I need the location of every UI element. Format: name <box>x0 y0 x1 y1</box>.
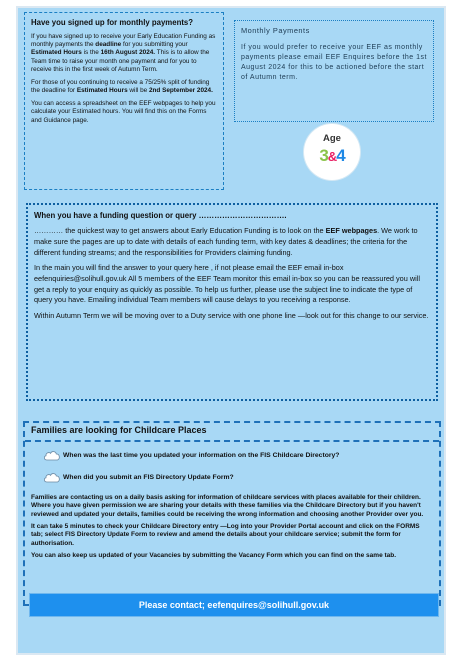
question-2-text: When did you submit an FIS Directory Update Form? <box>63 473 234 481</box>
childcare-places-box <box>23 421 441 606</box>
logo-numbers: 3&4 <box>319 146 345 165</box>
funding-question-paragraph-2: In the main you will find the answer to your query here , if not please email the EEF email in-box eefenquiries@solihull.gov.uk All 5 members of the EEF Team monitor this email in-box so you can be reassured you will get a reply to your enquiry as quickly as possible. To help us further, please use the subject line to indicate the type of query you have. Emailing individual Team members will cause delays to you receiving a response. <box>34 263 420 305</box>
question-2 <box>31 472 433 484</box>
question-1-text: When was the last time you updated your information on the FIS Childcare Directory? <box>63 451 340 459</box>
monthly-signup-heading: Have you signed up for monthly payments? <box>31 18 194 27</box>
cloud-icon <box>43 450 61 461</box>
monthly-payments-title: Monthly Payments <box>241 26 310 35</box>
monthly-signup-paragraph-2: For those of you continuing to receive a 75/25% split of funding the deadline for Estimated Hours will be 2nd September 2024. <box>31 78 213 95</box>
childcare-heading: Families are looking for Childcare Places <box>31 425 207 435</box>
cloud-icon <box>43 472 61 483</box>
childcare-paragraph-2: It can take 5 minutes to check your Childcare Directory entry —Log into your Provider Portal account and click on the FORMS tab; select FIS Directory Update Form to review and amend the details about your childcare service; submit the form for authorisation. <box>31 523 420 547</box>
monthly-payments-box <box>234 20 434 122</box>
childcare-paragraph-3: You can also keep us updated of your Vacancies by submitting the Vacancy Form which you can find on the same tab. <box>31 552 397 560</box>
monthly-payments-body: If you would prefer to receive your EEF as monthly payments please email EEF Enquires before the 1st August 2024 for this to be actioned before the start of Autumn term. <box>241 43 427 82</box>
funding-question-box <box>26 203 438 401</box>
section-divider <box>25 440 439 442</box>
contact-banner[interactable]: Please contact; eefenquires@solihull.gov.uk <box>29 593 439 617</box>
question-1 <box>31 450 433 462</box>
age-3-4-logo <box>304 124 360 180</box>
monthly-signup-box <box>24 12 224 190</box>
funding-question-heading: When you have a funding question or query ……………………………. <box>34 211 287 220</box>
monthly-signup-paragraph-3: You can access a spreadsheet on the EEF webpages to help you calculate your Estimated hours. You will find this on the Forms and Guidance page. <box>31 100 216 124</box>
childcare-paragraph-1: Families are contacting us on a daily basis asking for information of childcare services with places available for their children. Where you have given permission we are sharing your details with these families via the Childcare Directory but if you haven't reviewed and updated your details, families could be receiving the wrong information and choosing another Provider over you. <box>31 493 424 518</box>
monthly-signup-paragraph-1: If you have signed up to receive your Early Education Funding as monthly payments the deadline for you submitting your Estimated Hours is the 16th August 2024. This is to allow the Team time to raise your month one payment and for you to receive this in the first week of Autumn Term. <box>31 32 216 73</box>
logo-age-text: Age <box>323 133 341 144</box>
funding-question-paragraph-3: Within Autumn Term we will be moving over to a Duty service with one phone line —look out for this change to our service. <box>34 310 429 320</box>
funding-question-paragraph-1: ………… the quickest way to get answers about Early Education Funding is to look on the EEF webpages. We work to make sure the pages are up to date with details of each funding term, with key dates & deadlines; the criteria for the different funding streams; and the responsibilities for Providers claiming funding. <box>34 226 418 257</box>
eef-webpages-link[interactable]: EEF webpages <box>325 226 378 236</box>
